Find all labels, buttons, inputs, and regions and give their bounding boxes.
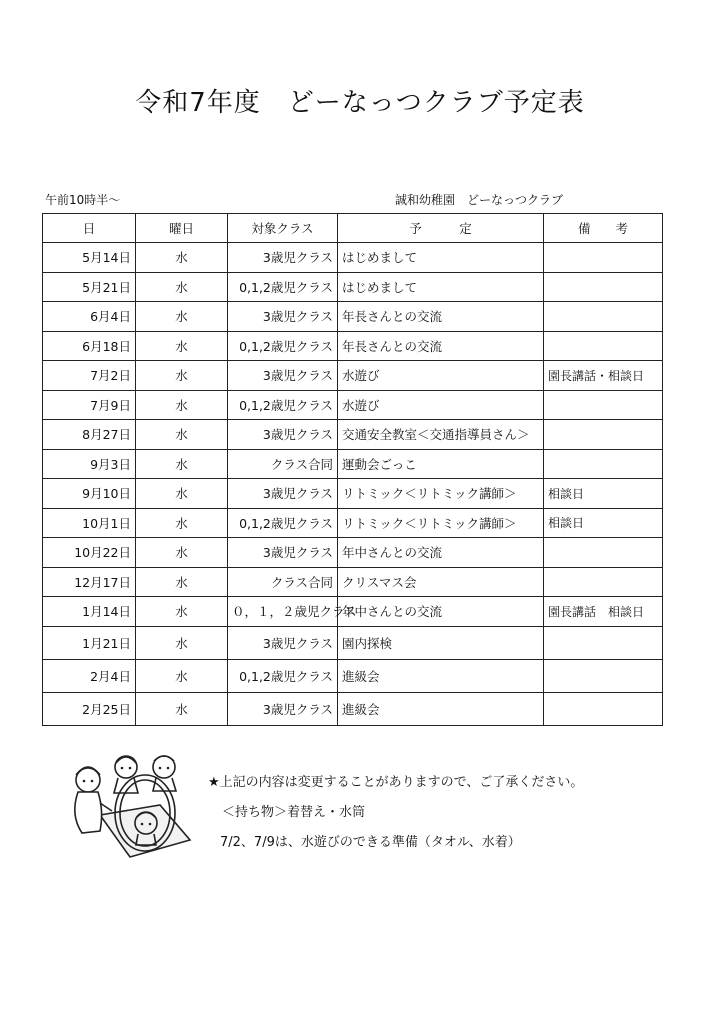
cell-plan: 進級会 xyxy=(338,692,544,725)
table-row xyxy=(43,538,663,568)
cell-plan: 水遊び xyxy=(338,390,544,420)
cell-plan: 年長さんとの交流 xyxy=(338,331,544,361)
cell-plan: クリスマス会 xyxy=(338,567,544,597)
cell-note xyxy=(544,659,663,692)
cell-dow: 水 xyxy=(136,508,228,538)
cell-cls: 3歳児クラス xyxy=(228,361,338,391)
cell-plan: リトミック＜リトミック講師＞ xyxy=(338,508,544,538)
header-day-of-week: 曜日 xyxy=(136,214,228,243)
organization-name: 誠和幼稚園 どーなっつクラブ xyxy=(395,193,564,207)
cell-plan: 年中さんとの交流 xyxy=(338,538,544,568)
time-note: 午前10時半～ xyxy=(45,193,121,207)
cell-plan: はじめまして xyxy=(338,243,544,273)
cell-date: 7月2日 xyxy=(43,361,136,391)
cell-plan: リトミック＜リトミック講師＞ xyxy=(338,479,544,509)
cell-plan: 交通安全教室＜交通指導員さん＞ xyxy=(338,420,544,450)
cell-cls: 0,1,2歳児クラス xyxy=(228,272,338,302)
cell-date: 1月21日 xyxy=(43,626,136,659)
cell-dow: 水 xyxy=(136,479,228,509)
cell-cls: ０，１，２歳児クラス xyxy=(228,597,338,627)
cell-note xyxy=(544,538,663,568)
cell-note: 相談日 xyxy=(544,508,663,538)
children-playing-illustration xyxy=(60,745,200,865)
change-notice: ★上記の内容は変更することがありますので、ご了承ください。 xyxy=(208,775,584,790)
cell-note xyxy=(544,331,663,361)
table-row xyxy=(43,692,663,725)
cell-note xyxy=(544,692,663,725)
cell-note xyxy=(544,272,663,302)
notes-section xyxy=(208,768,583,858)
cell-cls: 3歳児クラス xyxy=(228,479,338,509)
table-row xyxy=(43,597,663,627)
table-row xyxy=(43,567,663,597)
cell-plan: 運動会ごっこ xyxy=(338,449,544,479)
cell-cls: 0,1,2歳児クラス xyxy=(228,331,338,361)
cell-cls: 3歳児クラス xyxy=(228,420,338,450)
cell-dow: 水 xyxy=(136,597,228,627)
cell-note xyxy=(544,626,663,659)
cell-plan: 年長さんとの交流 xyxy=(338,302,544,332)
cell-note xyxy=(544,390,663,420)
page-title: 令和7年度 どーなっつクラブ予定表 xyxy=(135,88,585,118)
table-row xyxy=(43,420,663,450)
cell-note: 園長講話 相談日 xyxy=(544,597,663,627)
cell-date: 5月21日 xyxy=(43,272,136,302)
table-row xyxy=(43,449,663,479)
cell-date: 6月18日 xyxy=(43,331,136,361)
header-remarks: 備 考 xyxy=(544,214,663,243)
cell-dow: 水 xyxy=(136,390,228,420)
cell-note: 園長講話・相談日 xyxy=(544,361,663,391)
cell-plan: 水遊び xyxy=(338,361,544,391)
cell-date: 9月3日 xyxy=(43,449,136,479)
cell-cls: 3歳児クラス xyxy=(228,626,338,659)
cell-date: 2月25日 xyxy=(43,692,136,725)
cell-note: 相談日 xyxy=(544,479,663,509)
cell-dow: 水 xyxy=(136,243,228,273)
header-plan: 予 定 xyxy=(338,214,544,243)
water-play-note: 7/2、7/9は、水遊びのできる準備（タオル、水着） xyxy=(220,835,521,850)
cell-plan: 進級会 xyxy=(338,659,544,692)
cell-dow: 水 xyxy=(136,449,228,479)
cell-date: 1月14日 xyxy=(43,597,136,627)
cell-dow: 水 xyxy=(136,538,228,568)
cell-note xyxy=(544,243,663,273)
cell-dow: 水 xyxy=(136,692,228,725)
header-target-class: 対象クラス xyxy=(228,214,338,243)
cell-plan: はじめまして xyxy=(338,272,544,302)
cell-cls: 3歳児クラス xyxy=(228,243,338,273)
cell-date: 2月4日 xyxy=(43,659,136,692)
table-row xyxy=(43,331,663,361)
cell-plan: 園内探検 xyxy=(338,626,544,659)
cell-dow: 水 xyxy=(136,331,228,361)
cell-date: 8月27日 xyxy=(43,420,136,450)
table-row xyxy=(43,479,663,509)
table-row xyxy=(43,243,663,273)
cell-cls: 0,1,2歳児クラス xyxy=(228,659,338,692)
cell-dow: 水 xyxy=(136,272,228,302)
cell-date: 9月10日 xyxy=(43,479,136,509)
cell-dow: 水 xyxy=(136,659,228,692)
cell-cls: 0,1,2歳児クラス xyxy=(228,508,338,538)
cell-cls: 0,1,2歳児クラス xyxy=(228,390,338,420)
table-row xyxy=(43,659,663,692)
table-row xyxy=(43,302,663,332)
cell-note xyxy=(544,420,663,450)
cell-dow: 水 xyxy=(136,361,228,391)
cell-date: 12月17日 xyxy=(43,567,136,597)
cell-cls: クラス合同 xyxy=(228,567,338,597)
belongings-note: ＜持ち物＞着替え・水筒 xyxy=(222,805,366,820)
table-row xyxy=(43,626,663,659)
header-date: 日 xyxy=(43,214,136,243)
cell-date: 7月9日 xyxy=(43,390,136,420)
cell-cls: クラス合同 xyxy=(228,449,338,479)
cell-plan: 年中さんとの交流 xyxy=(338,597,544,627)
cell-dow: 水 xyxy=(136,420,228,450)
table-row xyxy=(43,361,663,391)
schedule-table xyxy=(42,213,663,726)
cell-dow: 水 xyxy=(136,567,228,597)
table-header-row xyxy=(43,214,663,243)
cell-date: 10月1日 xyxy=(43,508,136,538)
table-row xyxy=(43,272,663,302)
cell-dow: 水 xyxy=(136,626,228,659)
cell-cls: 3歳児クラス xyxy=(228,302,338,332)
cell-cls: 3歳児クラス xyxy=(228,538,338,568)
cell-note xyxy=(544,449,663,479)
cell-note xyxy=(544,302,663,332)
table-row xyxy=(43,508,663,538)
table-row xyxy=(43,390,663,420)
cell-date: 5月14日 xyxy=(43,243,136,273)
cell-note xyxy=(544,567,663,597)
cell-date: 10月22日 xyxy=(43,538,136,568)
cell-date: 6月4日 xyxy=(43,302,136,332)
cell-cls: 3歳児クラス xyxy=(228,692,338,725)
cell-dow: 水 xyxy=(136,302,228,332)
